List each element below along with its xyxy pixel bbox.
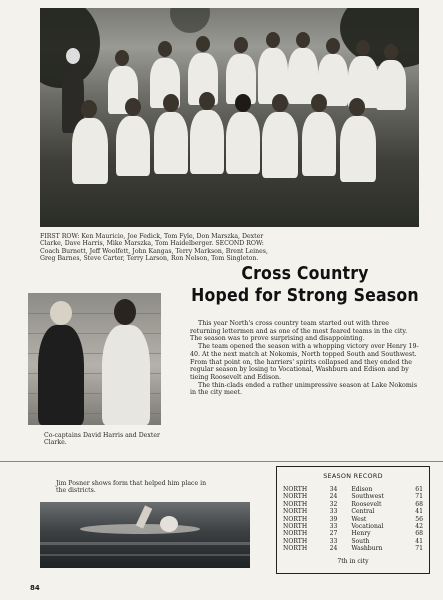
record-score: 33 [329, 508, 338, 516]
season-record-table [283, 486, 423, 553]
record-opponent-score: 68 [415, 530, 423, 538]
record-row [283, 486, 423, 493]
record-row [283, 501, 423, 508]
body-paragraph: The thin-clads ended a rather unimpressive season at Lake Nokomis in the city meet. [190, 381, 418, 397]
record-opponent-score: 71 [415, 545, 423, 553]
record-score: 24 [329, 493, 338, 501]
record-team: NORTH [283, 486, 308, 493]
record-opponent-score: 68 [415, 500, 423, 508]
record-team: NORTH [283, 515, 308, 523]
record-team: NORTH [283, 545, 308, 553]
record-score: 24 [329, 545, 338, 553]
headline-line-1: Cross Country [241, 264, 369, 284]
article-headline [180, 263, 430, 307]
body-paragraph: The team opened the season with a whopping victory over Henry 19-40. At the next match at Nokomis, North topped South and Southwest. From that point on, the harriers' spirits collapsed and they ended the regular season by losing to Vocational, Washburn and Edison and by tieing Roosevelt and Edison. [190, 343, 419, 381]
record-row [283, 530, 423, 537]
record-opponent: Roosevelt [351, 500, 382, 508]
section-divider [0, 461, 443, 462]
record-opponent: Vocational [351, 523, 384, 531]
record-opponent: Henry [351, 530, 371, 538]
cocaptains-caption: Co-captains David Harris and Dexter Clarke. [44, 432, 160, 447]
record-team: NORTH [283, 508, 308, 516]
headline-line-2: Hoped for Strong Season [191, 286, 419, 306]
season-record-title: SEASON RECORD [323, 472, 383, 480]
record-score: 34 [329, 486, 338, 493]
record-score: 27 [329, 530, 338, 538]
record-team: NORTH [283, 500, 308, 508]
record-score: 33 [329, 537, 338, 545]
record-row [283, 508, 423, 515]
cocaptains-photo [28, 293, 161, 425]
record-team: NORTH [283, 493, 308, 501]
record-opponent: Edison [351, 486, 373, 493]
record-opponent-score: 42 [415, 523, 423, 531]
record-opponent: West [351, 515, 367, 523]
team-photo-caption: FIRST ROW: Ken Mauricio, Joe Fedick, Tom Fyle, Don Marszka, Dexter Clarke, Dave Harris, Mike Marszka, Tom Haidelberger. SECOND ROW: Coach Burnett, Jeff Woolfett, John Kangas, Terry Markson, Brent Leines, Greg Barnes, Steve Carter, Terry Larson, Ron Nelson, Tom Singleton. [40, 233, 268, 263]
city-finish: 7th in city [337, 557, 369, 565]
record-row [283, 545, 423, 552]
record-opponent-score: 56 [415, 515, 423, 523]
record-row [283, 516, 423, 523]
record-row [283, 538, 423, 545]
record-opponent: Washburn [351, 545, 383, 553]
record-opponent-score: 61 [415, 486, 423, 493]
record-team: NORTH [283, 523, 308, 531]
record-opponent: Southwest [351, 493, 384, 501]
record-row [283, 493, 423, 500]
record-opponent-score: 71 [415, 493, 423, 501]
swim-photo-caption: Jim Posner shows form that helped him place in the districts. [56, 480, 207, 495]
record-opponent-score: 41 [415, 537, 423, 545]
record-opponent: South [351, 537, 370, 545]
swimmer-photo [40, 502, 250, 568]
record-opponent-score: 41 [415, 508, 423, 516]
record-row [283, 523, 423, 530]
record-team: NORTH [283, 537, 308, 545]
record-score: 33 [329, 523, 338, 531]
record-score: 32 [329, 500, 338, 508]
page-number: 84 [30, 584, 40, 592]
record-score: 39 [329, 515, 338, 523]
article-body [190, 320, 421, 397]
body-paragraph: This year North's cross country team started out with three returning lettermen and as one of the most feared teams in the city. The season was to prove surprising and disappointing. [190, 320, 408, 343]
record-opponent: Central [351, 508, 375, 516]
team-photo [40, 8, 419, 227]
season-record-box [276, 466, 430, 574]
record-team: NORTH [283, 530, 308, 538]
